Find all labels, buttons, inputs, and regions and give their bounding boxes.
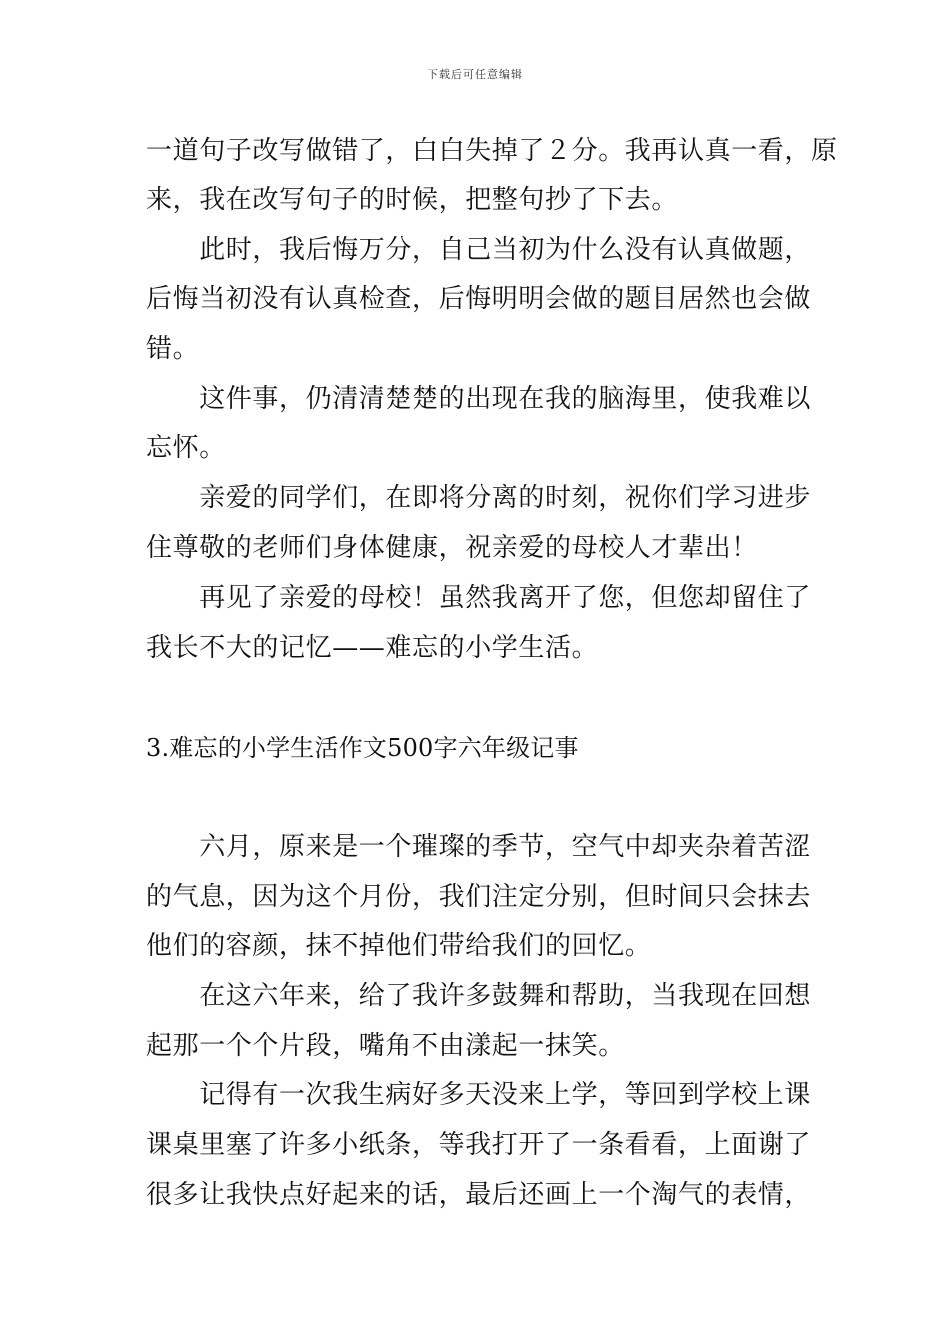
text-line: 六月，原来是一个璀璨的季节，空气中却夹杂着苦涩 [146, 832, 812, 862]
text-line: 记得有一次我生病好多天没来上学，等回到学校上课 [146, 1080, 812, 1110]
text-line: 来，我在改写句子的时候，把整句抄了下去。 [146, 185, 679, 215]
text-line: 亲爱的同学们，在即将分离的时刻，祝你们学习进步 [146, 483, 812, 513]
text-line: 的气息，因为这个月份，我们注定分别，但时间只会抹去 [146, 882, 812, 912]
text-line: 忘怀。 [146, 433, 226, 463]
text-line: 在这六年来，给了我许多鼓舞和帮助，当我现在回想 [146, 981, 812, 1011]
page-header: 下载后可任意编辑 [427, 68, 523, 81]
text-line: 很多让我快点好起来的话，最后还画上一个淘气的表情， [146, 1180, 812, 1210]
text-line: 错。 [146, 334, 200, 364]
text-line: 再见了亲爱的母校！虽然我离开了您，但您却留住了 [146, 583, 812, 613]
text-line: 起那一个个片段，嘴角不由漾起一抹笑。 [146, 1031, 625, 1061]
section-heading: 3.难忘的小学生活作文500字六年级记事 [146, 734, 579, 762]
text-line: 后悔当初没有认真检查，后悔明明会做的题目居然也会做 [146, 284, 812, 314]
text-line: 一道句子改写做错了，白白失掉了２分。我再认真一看，原 [146, 136, 838, 166]
text-line: 他们的容颜，抹不掉他们带给我们的回忆。 [146, 931, 652, 961]
text-line: 课桌里塞了许多小纸条，等我打开了一条看看，上面谢了 [146, 1130, 812, 1160]
text-line: 我长不大的记忆——难忘的小学生活。 [146, 633, 599, 663]
text-line: 此时，我后悔万分，自己当初为什么没有认真做题， [146, 235, 812, 265]
text-line: 这件事，仍清清楚楚的出现在我的脑海里，使我难以 [146, 384, 812, 414]
text-line: 住尊敬的老师们身体健康，祝亲爱的母校人才辈出！ [146, 533, 758, 563]
